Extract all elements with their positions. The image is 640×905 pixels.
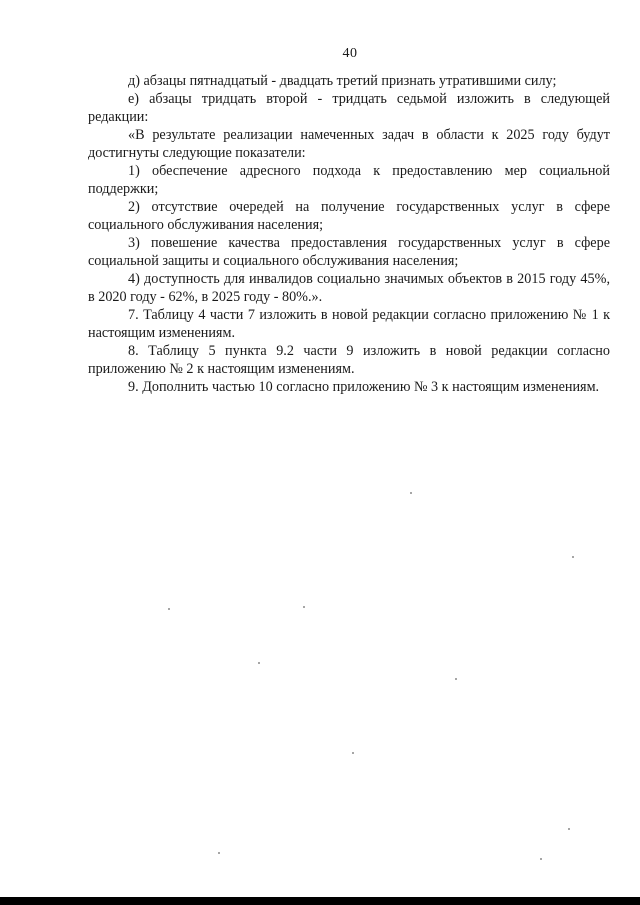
scan-speck <box>218 852 220 854</box>
paragraph-item-9: 9. Дополнить частью 10 согласно приложению № 3 к настоящим изменениям. <box>128 379 600 395</box>
paragraph-indicator-2: 2) отсутствие очередей на получение государственных услуг в сфере социального обслуживания населения; <box>88 199 610 233</box>
scan-speck <box>540 858 542 860</box>
document-body <box>88 72 610 396</box>
paragraph-indicator-3: 3) повешение качества предоставления государственных услуг в сфере социальной защиты и социального обслуживания населения; <box>88 235 610 269</box>
paragraph-item-e: е) абзацы тридцать второй - тридцать седьмой изложить в следующей редакции: <box>88 91 610 125</box>
scan-speck <box>455 678 457 680</box>
page-number: 40 <box>342 46 358 61</box>
paragraph-item-8: 8. Таблицу 5 пункта 9.2 части 9 изложить в новой редакции согласно приложению № 2 к настоящим изменениям. <box>88 343 610 377</box>
paragraph-indicator-1: 1) обеспечение адресного подхода к предоставлению мер социальной поддержки; <box>88 163 610 197</box>
scan-speck <box>568 828 570 830</box>
scan-speck <box>410 492 412 494</box>
scan-speck <box>168 608 170 610</box>
scan-speck <box>258 662 260 664</box>
scan-speck <box>352 752 354 754</box>
scan-speck <box>572 556 574 558</box>
scan-bottom-edge <box>0 897 640 905</box>
paragraph-item-d: д) абзацы пятнадцатый - двадцать третий признать утратившими силу; <box>128 73 557 89</box>
paragraph-quote-intro: «В результате реализации намеченных задач в области к 2025 году будут достигнуты следующие показатели: <box>88 127 610 161</box>
paragraph-item-7: 7. Таблицу 4 части 7 изложить в новой редакции согласно приложению № 1 к настоящим изменениям. <box>88 307 610 341</box>
paragraph-indicator-4: 4) доступность для инвалидов социально значимых объектов в 2015 году 45%, в 2020 году - 62%, в 2025 году - 80%.». <box>88 271 610 305</box>
scan-speck <box>303 606 305 608</box>
